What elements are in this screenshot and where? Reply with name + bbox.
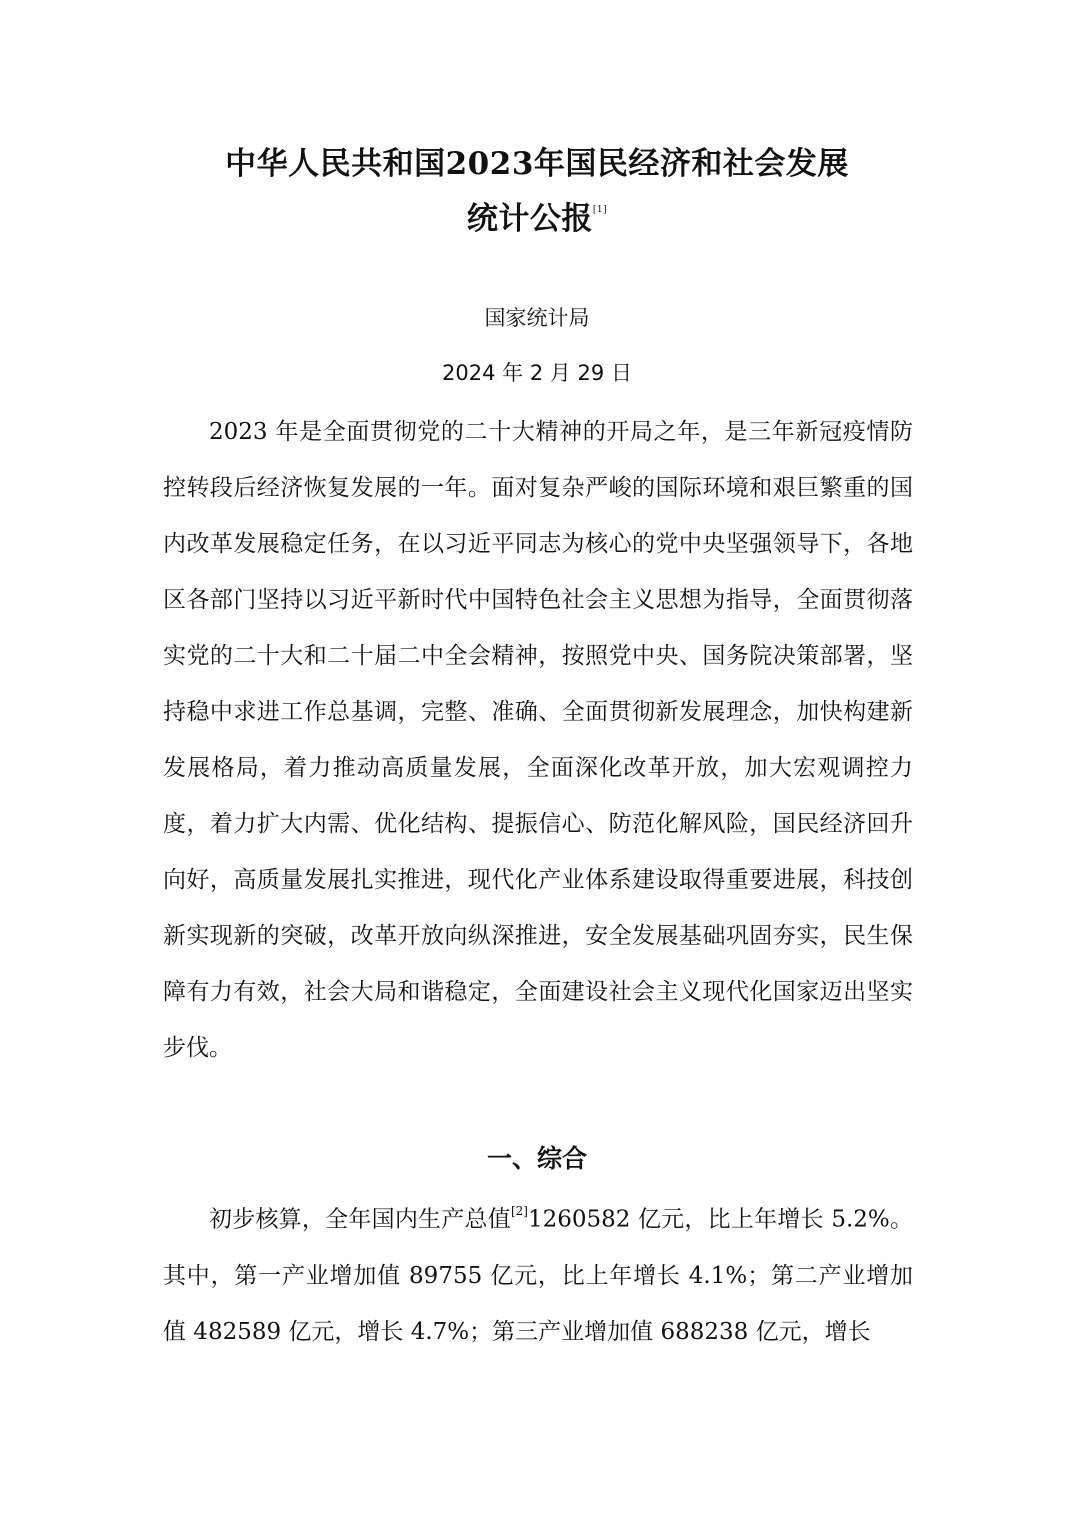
section1-footnote-marker: [2] xyxy=(510,1204,528,1218)
intro-paragraph-text: 2023 年是全面贯彻党的二十大精神的开局之年，是三年新冠疫情防控转段后经济恢复发展的一年。面对复杂严峻的国际环境和艰巨繁重的国内改革发展稳定任务，在以习近平同志为核心的党中央坚强领导下，各地区各部门坚持以习近平新时代中国特色社会主义思想为指导，全面贯彻落实党的二十大和二十届二中全会精神，按照党中央、国务院决策部署，坚持稳中求进工作总基调，完整、准确、全面贯彻新发展理念，加快构建新发展格局，着力推动高质量发展，全面深化改革开放，加大宏观调控力度，着力扩大内需、优化结构、提振信心、防范化解风险，国民经济回升向好，高质量发展扎实推进，现代化产业体系建设取得重要进展，科技创新实现新的突破，改革开放向纵深推进，安全发展基础巩固夯实，民生保障有力有效，社会大局和谐稳定，全面建设社会主义现代化国家迈出坚实步伐。 xyxy=(163,419,913,1061)
document-date: 2024 年 2 月 29 日 xyxy=(442,361,632,385)
section1-text-part2: 1260582 亿元，比上年增长 5.2%。其中，第一产业增加值 89755 亿元，比上年增长 4.1%；第二产业增加值 482589 亿元，增长 4.7%；第三产业增加值 688238 亿元，增长 xyxy=(163,1206,913,1345)
intro-paragraph xyxy=(163,404,913,1076)
section1-paragraph xyxy=(163,1186,913,1360)
title-footnote-marker: [1] xyxy=(592,204,608,215)
section-heading-overview: 一、综合 xyxy=(486,1144,587,1173)
document-title-line2 xyxy=(0,193,1074,238)
document-title-text: 统计公报 xyxy=(466,201,593,237)
section1-paragraph-text xyxy=(163,1186,913,1360)
document-title-line1: 中华人民共和国2023年国民经济和社会发展 xyxy=(225,146,849,182)
section1-text-part1: 初步核算，全年国内生产总值 xyxy=(209,1206,511,1233)
document-author: 国家统计局 xyxy=(484,306,590,330)
